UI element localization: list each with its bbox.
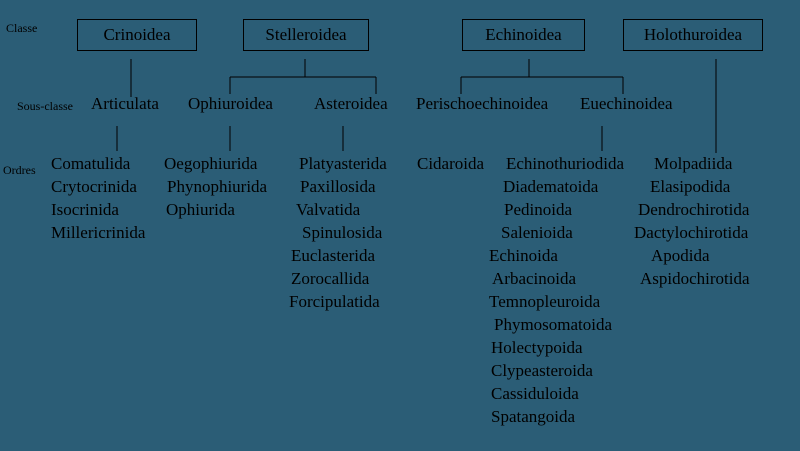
order-item: Aspidochirotida [640,269,750,288]
order-item: Paxillosida [300,177,376,196]
order-item: Cassiduloida [491,384,579,403]
order-item: Dendrochirotida [638,200,750,219]
order-item: Valvatida [296,200,361,219]
order-item: Clypeasteroida [491,361,593,380]
order-item: Isocrinida [51,200,119,219]
order-item: Millericrinida [51,223,146,242]
order-item: Comatulida [51,154,131,173]
label-classe: Classe [6,21,38,35]
order-item: Phynophiurida [167,177,268,196]
order-item: Crytocrinida [51,177,137,196]
order-item: Apodida [651,246,710,265]
subclass-euechinoidea: Euechinoidea [580,94,673,113]
order-item: Spatangoida [491,407,576,426]
order-item: Euclasterida [291,246,376,265]
order-item: Temnopleuroida [489,292,601,311]
order-item: Pedinoida [504,200,572,219]
subclass-perischoechinoidea: Perischoechinoidea [416,94,549,113]
class-echinoidea: Echinoidea [462,19,585,51]
order-item: Spinulosida [302,223,383,242]
label-sous-classe: Sous-classe [17,99,73,113]
order-item: Forcipulatida [289,292,380,311]
order-item: Salenioida [501,223,573,242]
order-item: Oegophiurida [164,154,258,173]
class-stelleroidea: Stelleroidea [243,19,369,51]
order-item: Molpadiida [654,154,733,173]
subclass-ophiuroidea: Ophiuroidea [188,94,273,113]
order-item: Holectypoida [491,338,583,357]
order-item: Arbacinoida [492,269,577,288]
class-holothuroidea: Holothuroidea [623,19,763,51]
label-ordres: Ordres [3,163,36,177]
subclass-asteroidea: Asteroidea [314,94,388,113]
order-item: Phymosomatoida [494,315,613,334]
class-crinoidea: Crinoidea [77,19,197,51]
order-item: Echinothuriodida [506,154,625,173]
subclass-articulata: Articulata [91,94,159,113]
order-item: Echinoida [489,246,558,265]
order-item: Cidaroida [417,154,485,173]
order-item: Diadematoida [503,177,599,196]
order-item: Platyasterida [299,154,387,173]
order-item: Ophiurida [166,200,235,219]
order-item: Zorocallida [291,269,370,288]
order-item: Dactylochirotida [634,223,749,242]
order-item: Elasipodida [650,177,731,196]
